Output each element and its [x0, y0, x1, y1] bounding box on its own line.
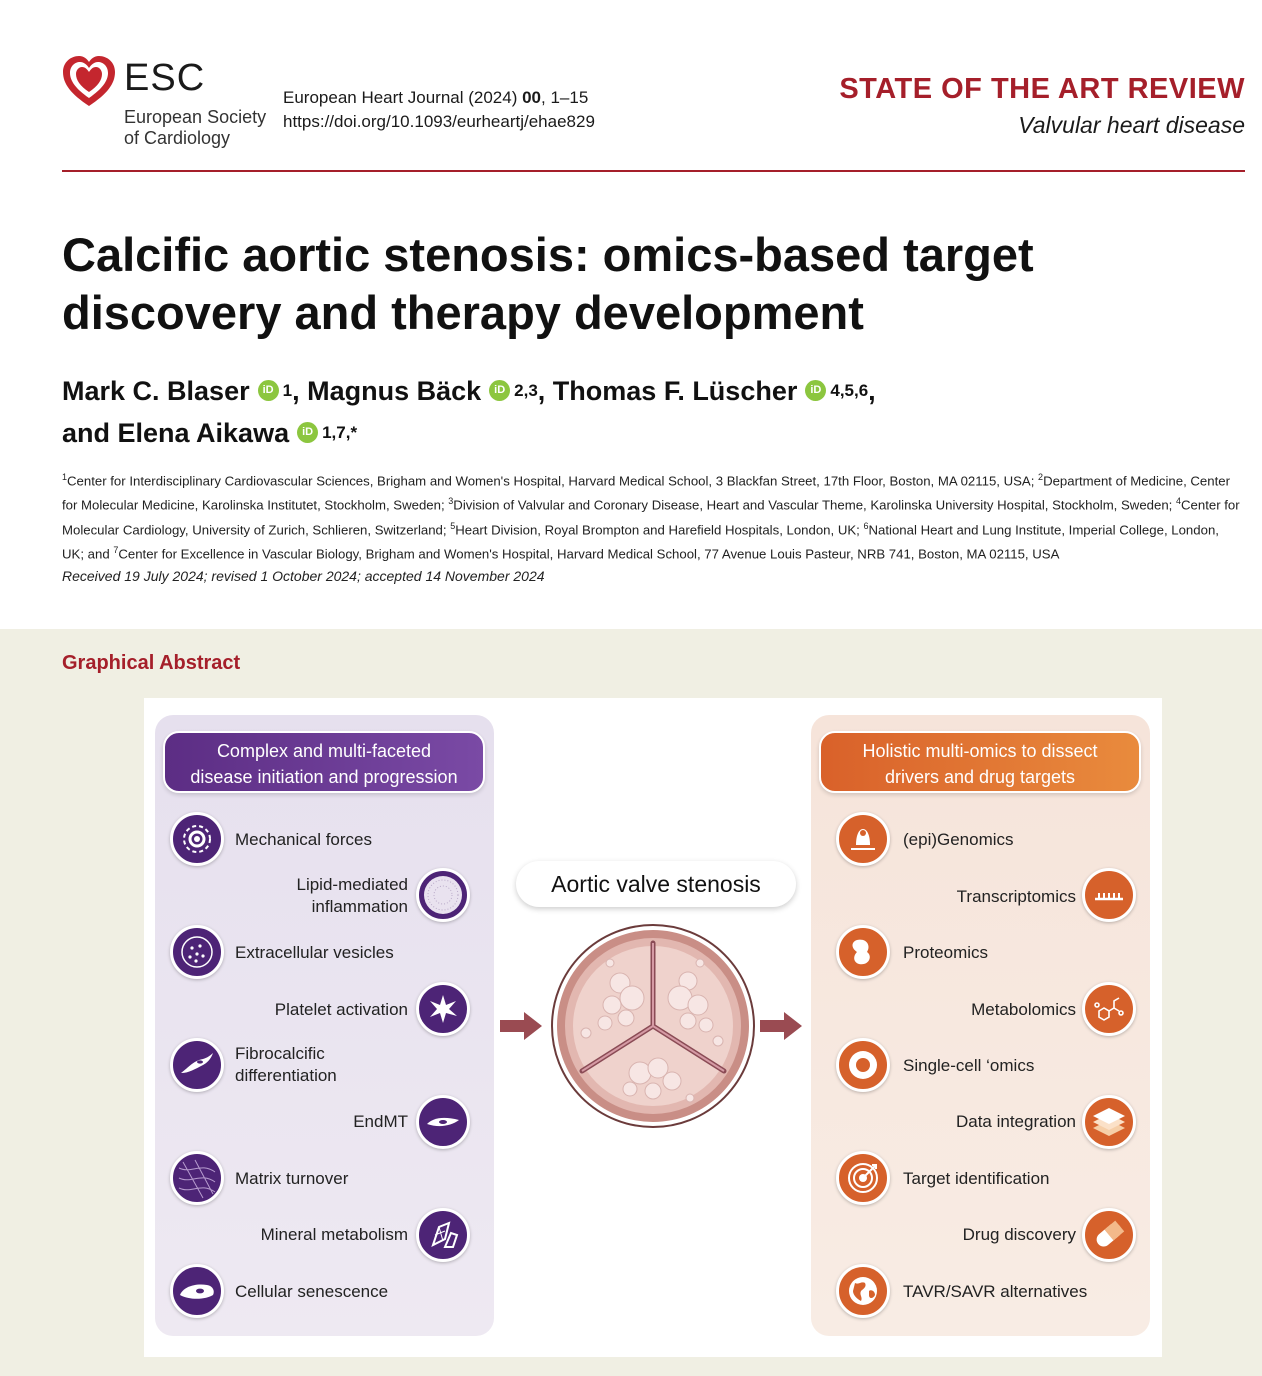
journal-citation: [283, 88, 588, 108]
article-header: [0, 0, 1262, 172]
orcid-icon[interactable]: iD: [805, 380, 826, 401]
affiliation-text: Division of Valvular and Coronary Disease, Heart and Vascular Theme, Karolinska University Hospital, Stockholm, Sweden;: [453, 497, 1176, 513]
left-item-label: Mineral metabolism: [260, 1225, 408, 1244]
author-name: and Elena Aikawa: [62, 418, 290, 448]
left-item-label: Cellular senescence: [235, 1282, 389, 1301]
pill-icon: [1082, 1208, 1136, 1262]
esc-heart-logo-icon: [61, 54, 117, 110]
left-item-label-line2: differentiation: [235, 1066, 337, 1085]
left-item-label: Platelet activation: [274, 1000, 408, 1019]
aortic-valve-illustration-icon: [550, 923, 756, 1129]
left-item-label: Extracellular vesicles: [235, 943, 394, 962]
right-item-label: Data integration: [955, 1112, 1076, 1131]
left-item-label-line1: Fibrocalcific: [235, 1044, 325, 1063]
org-name: ESC: [124, 57, 206, 99]
affiliation-number: 2: [1038, 472, 1044, 482]
right-title-line2: drivers and drug targets: [884, 767, 1076, 787]
org-subtitle-line2: of Cardiology: [124, 128, 231, 148]
author-name: Mark C. Blaser: [62, 376, 250, 406]
author-affiliation-marker: 2,3: [514, 381, 538, 400]
left-title-line1: Complex and multi-faceted: [216, 741, 432, 761]
center-label: Aortic valve stenosis: [516, 861, 796, 907]
left-title-line2: disease initiation and progression: [190, 767, 458, 787]
author-affiliation-marker: 4,5,6: [830, 381, 869, 400]
received-dates: Received 19 July 2024; revised 1 October 2024; accepted 14 November 2024: [62, 568, 545, 584]
orcid-icon[interactable]: iD: [297, 422, 318, 443]
right-panel-title: [819, 731, 1141, 793]
right-item-label: Metabolomics: [971, 1000, 1076, 1019]
author-name: Thomas F. Lüscher: [552, 376, 798, 406]
right-item-label: (epi)Genomics: [903, 830, 1014, 849]
gear-cycle-icon: [170, 812, 224, 866]
affiliation-number: 4: [1176, 496, 1182, 507]
left-item-label-line2: inflammation: [311, 897, 408, 916]
org-subtitle-line1: European Society: [124, 107, 267, 127]
right-item-label: Transcriptomics: [956, 887, 1076, 906]
affiliation-number: 5: [450, 520, 456, 531]
right-title-line1: Holistic multi-omics to dissect: [862, 741, 1098, 761]
target-icon: [836, 1151, 890, 1205]
article-subtype: Valvular heart disease: [1018, 112, 1245, 138]
left-item-label-line1: Lipid-mediated: [296, 875, 408, 894]
left-item-label: Matrix turnover: [235, 1169, 349, 1188]
affiliation-text: National Heart and Lung Institute, Imperial College, London, UK; and: [62, 522, 1219, 562]
affiliation-text: Center for Molecular Cardiology, University of Zurich, Schlieren, Switzerland;: [62, 497, 1240, 538]
doi-link[interactable]: https://doi.org/10.1093/eurheartj/ehae829: [283, 112, 595, 131]
graphical-abstract-heading: Graphical Abstract: [62, 652, 241, 674]
author-list: [62, 372, 1212, 456]
author-separator: ,: [292, 376, 308, 406]
proteomics-icon: [836, 925, 890, 979]
matrix-fiber-icon: [170, 1151, 224, 1205]
left-item-label: [235, 1043, 337, 1087]
senescent-cell-icon: [170, 1264, 224, 1318]
left-item-label: Mechanical forces: [235, 830, 373, 849]
right-item-label: Drug discovery: [962, 1225, 1076, 1244]
affiliation-text: Center for Interdisciplinary Cardiovascular Sciences, Brigham and Women's Hospital, Harvard Medical School, 3 Blackfan Street, 17th Floor, Boston, MA 02115, USA;: [67, 473, 1039, 489]
author-name: Magnus Bäck: [307, 376, 482, 406]
left-item-label: [230, 874, 408, 918]
mineral-crystal-icon: [416, 1208, 470, 1262]
affiliation-text: Heart Division, Royal Brompton and Harefield Hospitals, London, UK;: [455, 522, 864, 538]
affiliation-number: 3: [448, 496, 454, 507]
arrow-right-icon: [500, 1012, 542, 1040]
affiliation-text: Department of Medicine, Center for Molecular Medicine, Karolinska Institutet, Stockholm, Sweden;: [62, 473, 1230, 513]
author-separator: ,: [868, 376, 876, 406]
affiliations: [62, 467, 1242, 565]
right-item-label: Target identification: [903, 1169, 1050, 1188]
affiliation-number: 1: [62, 472, 68, 482]
article-type: STATE OF THE ART REVIEW: [839, 73, 1245, 105]
author-affiliation-marker: 1,7,*: [322, 423, 358, 442]
orcid-icon[interactable]: iD: [489, 380, 510, 401]
metabolite-icon: [1082, 982, 1136, 1036]
left-panel-title: [163, 731, 485, 793]
lipid-droplet-icon: [416, 868, 470, 922]
affiliation-number: 6: [863, 520, 869, 531]
vesicle-icon: [170, 925, 224, 979]
right-item-label: Proteomics: [903, 943, 989, 962]
journal-pages: , 1–15: [541, 88, 589, 107]
right-item-label: Single-cell ‘omics: [903, 1056, 1035, 1075]
affiliation-text: Center for Excellence in Vascular Biology, Brigham and Women's Hospital, Harvard Medical School, 77 Avenue Louis Pasteur, NRB 741, Boston, MA 02115, USA: [118, 546, 1060, 562]
genomics-icon: [836, 812, 890, 866]
transcriptomics-icon: [1082, 868, 1136, 922]
single-cell-icon: [836, 1038, 890, 1092]
header-divider: [62, 170, 1245, 172]
layers-icon: [1082, 1095, 1136, 1149]
author-affiliation-marker: 1: [282, 381, 293, 400]
platelet-icon: [416, 982, 470, 1036]
journal-name: European Heart Journal (2024): [283, 88, 523, 107]
article-title: Calcific aortic stenosis: omics-based target discovery and therapy development: [62, 228, 1034, 339]
affiliation-number: 7: [113, 545, 119, 556]
author-separator: ,: [537, 376, 553, 406]
right-item-label: TAVR/SAVR alternatives: [903, 1282, 1088, 1301]
fibroblast-icon: [170, 1038, 224, 1092]
endothelial-cell-icon: [416, 1095, 470, 1149]
left-item-label: EndMT: [353, 1112, 408, 1131]
orcid-icon[interactable]: iD: [258, 380, 279, 401]
journal-volume: 00: [522, 88, 542, 107]
globe-icon: [836, 1264, 890, 1318]
arrow-right-icon: [760, 1012, 802, 1040]
